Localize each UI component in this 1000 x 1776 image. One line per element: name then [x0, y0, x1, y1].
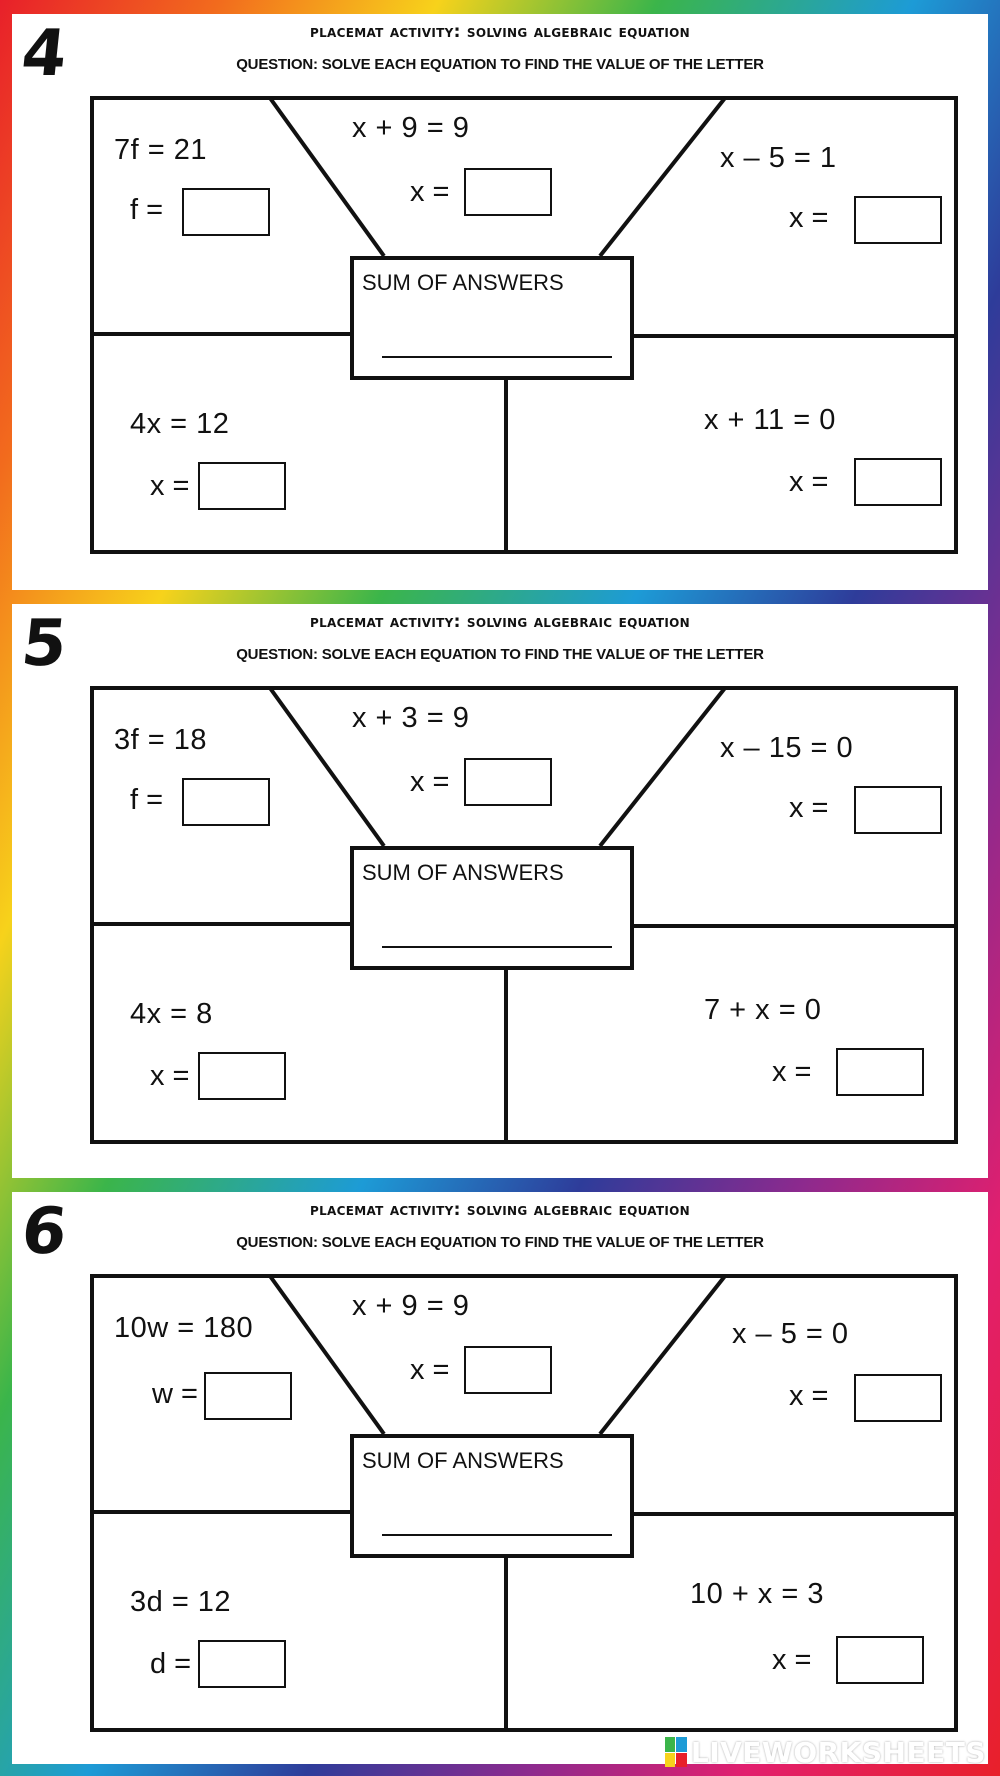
- answer-box-bottom-left[interactable]: [198, 462, 286, 510]
- equation-bottom-left: 4x = 8: [130, 998, 213, 1030]
- panel-title: placemat activity: solving algebraic equation: [310, 1200, 690, 1220]
- sum-answer-line[interactable]: [382, 356, 612, 358]
- answer-box-top-left[interactable]: [182, 188, 270, 236]
- label-top-left: f =: [130, 784, 164, 816]
- panel-title: placemat activity: solving algebraic equation: [310, 22, 690, 42]
- equation-top-middle: x + 9 = 9: [352, 112, 470, 144]
- label-top-right: x =: [789, 1380, 829, 1412]
- equation-bottom-left: 3d = 12: [130, 1586, 232, 1618]
- worksheet-panel-5: [12, 604, 988, 1178]
- answer-box-bottom-right[interactable]: [836, 1636, 924, 1684]
- panel-number: 6: [18, 1195, 69, 1269]
- equation-bottom-right: 7 + x = 0: [704, 994, 822, 1026]
- liveworksheets-brand-text: LIVEWORKSHEETS: [690, 1735, 986, 1769]
- panel-question: QUESTION: SOLVE EACH EQUATION TO FIND THE VALUE OF THE LETTER: [236, 646, 764, 663]
- equation-top-right: x – 5 = 1: [720, 142, 837, 174]
- label-top-right: x =: [789, 792, 829, 824]
- equation-top-left: 3f = 18: [114, 724, 207, 756]
- panel-question: QUESTION: SOLVE EACH EQUATION TO FIND THE VALUE OF THE LETTER: [236, 56, 764, 73]
- panel-number: 5: [18, 607, 69, 681]
- answer-box-top-right[interactable]: [854, 786, 942, 834]
- answer-box-top-middle[interactable]: [464, 1346, 552, 1394]
- panel-title: placemat activity: solving algebraic equation: [310, 612, 690, 632]
- answer-box-bottom-right[interactable]: [854, 458, 942, 506]
- sum-of-answers-box: [350, 256, 634, 380]
- label-top-middle: x =: [410, 766, 450, 798]
- equation-top-left: 7f = 21: [114, 134, 207, 166]
- placemat: [90, 96, 958, 554]
- equation-bottom-right: 10 + x = 3: [690, 1578, 824, 1610]
- answer-box-top-middle[interactable]: [464, 168, 552, 216]
- sum-of-answers-label: SUM OF ANSWERS: [362, 860, 564, 885]
- label-bottom-right: x =: [789, 466, 829, 498]
- equation-bottom-left: 4x = 12: [130, 408, 230, 440]
- placemat: [90, 1274, 958, 1732]
- answer-box-bottom-left[interactable]: [198, 1052, 286, 1100]
- label-bottom-left: x =: [150, 470, 190, 502]
- label-bottom-left: d =: [150, 1648, 192, 1680]
- answer-box-top-left[interactable]: [204, 1372, 292, 1420]
- panel-number: 4: [18, 17, 69, 91]
- label-top-middle: x =: [410, 176, 450, 208]
- equation-bottom-right: x + 11 = 0: [704, 404, 836, 436]
- answer-box-top-left[interactable]: [182, 778, 270, 826]
- equation-top-left: 10w = 180: [114, 1312, 254, 1344]
- equation-top-right: x – 15 = 0: [720, 732, 854, 764]
- equation-top-middle: x + 9 = 9: [352, 1290, 470, 1322]
- answer-box-top-middle[interactable]: [464, 758, 552, 806]
- label-bottom-right: x =: [772, 1056, 812, 1088]
- sum-of-answers-box: [350, 846, 634, 970]
- label-top-left: w =: [152, 1378, 198, 1410]
- label-bottom-right: x =: [772, 1644, 812, 1676]
- liveworksheets-logo: [665, 1734, 986, 1770]
- label-top-right: x =: [789, 202, 829, 234]
- label-top-middle: x =: [410, 1354, 450, 1386]
- equation-top-right: x – 5 = 0: [732, 1318, 849, 1350]
- placemat: [90, 686, 958, 1144]
- answer-box-top-right[interactable]: [854, 1374, 942, 1422]
- liveworksheets-logo-icon: [665, 1737, 687, 1767]
- worksheet-panel-4: [12, 14, 988, 590]
- sum-of-answers-label: SUM OF ANSWERS: [362, 1448, 564, 1473]
- answer-box-bottom-right[interactable]: [836, 1048, 924, 1096]
- label-top-left: f =: [130, 194, 164, 226]
- equation-top-middle: x + 3 = 9: [352, 702, 470, 734]
- label-bottom-left: x =: [150, 1060, 190, 1092]
- worksheet-panel-6: [12, 1192, 988, 1764]
- sum-of-answers-label: SUM OF ANSWERS: [362, 270, 564, 295]
- sum-answer-line[interactable]: [382, 946, 612, 948]
- sum-answer-line[interactable]: [382, 1534, 612, 1536]
- answer-box-bottom-left[interactable]: [198, 1640, 286, 1688]
- answer-box-top-right[interactable]: [854, 196, 942, 244]
- panel-question: QUESTION: SOLVE EACH EQUATION TO FIND THE VALUE OF THE LETTER: [236, 1234, 764, 1251]
- sum-of-answers-box: [350, 1434, 634, 1558]
